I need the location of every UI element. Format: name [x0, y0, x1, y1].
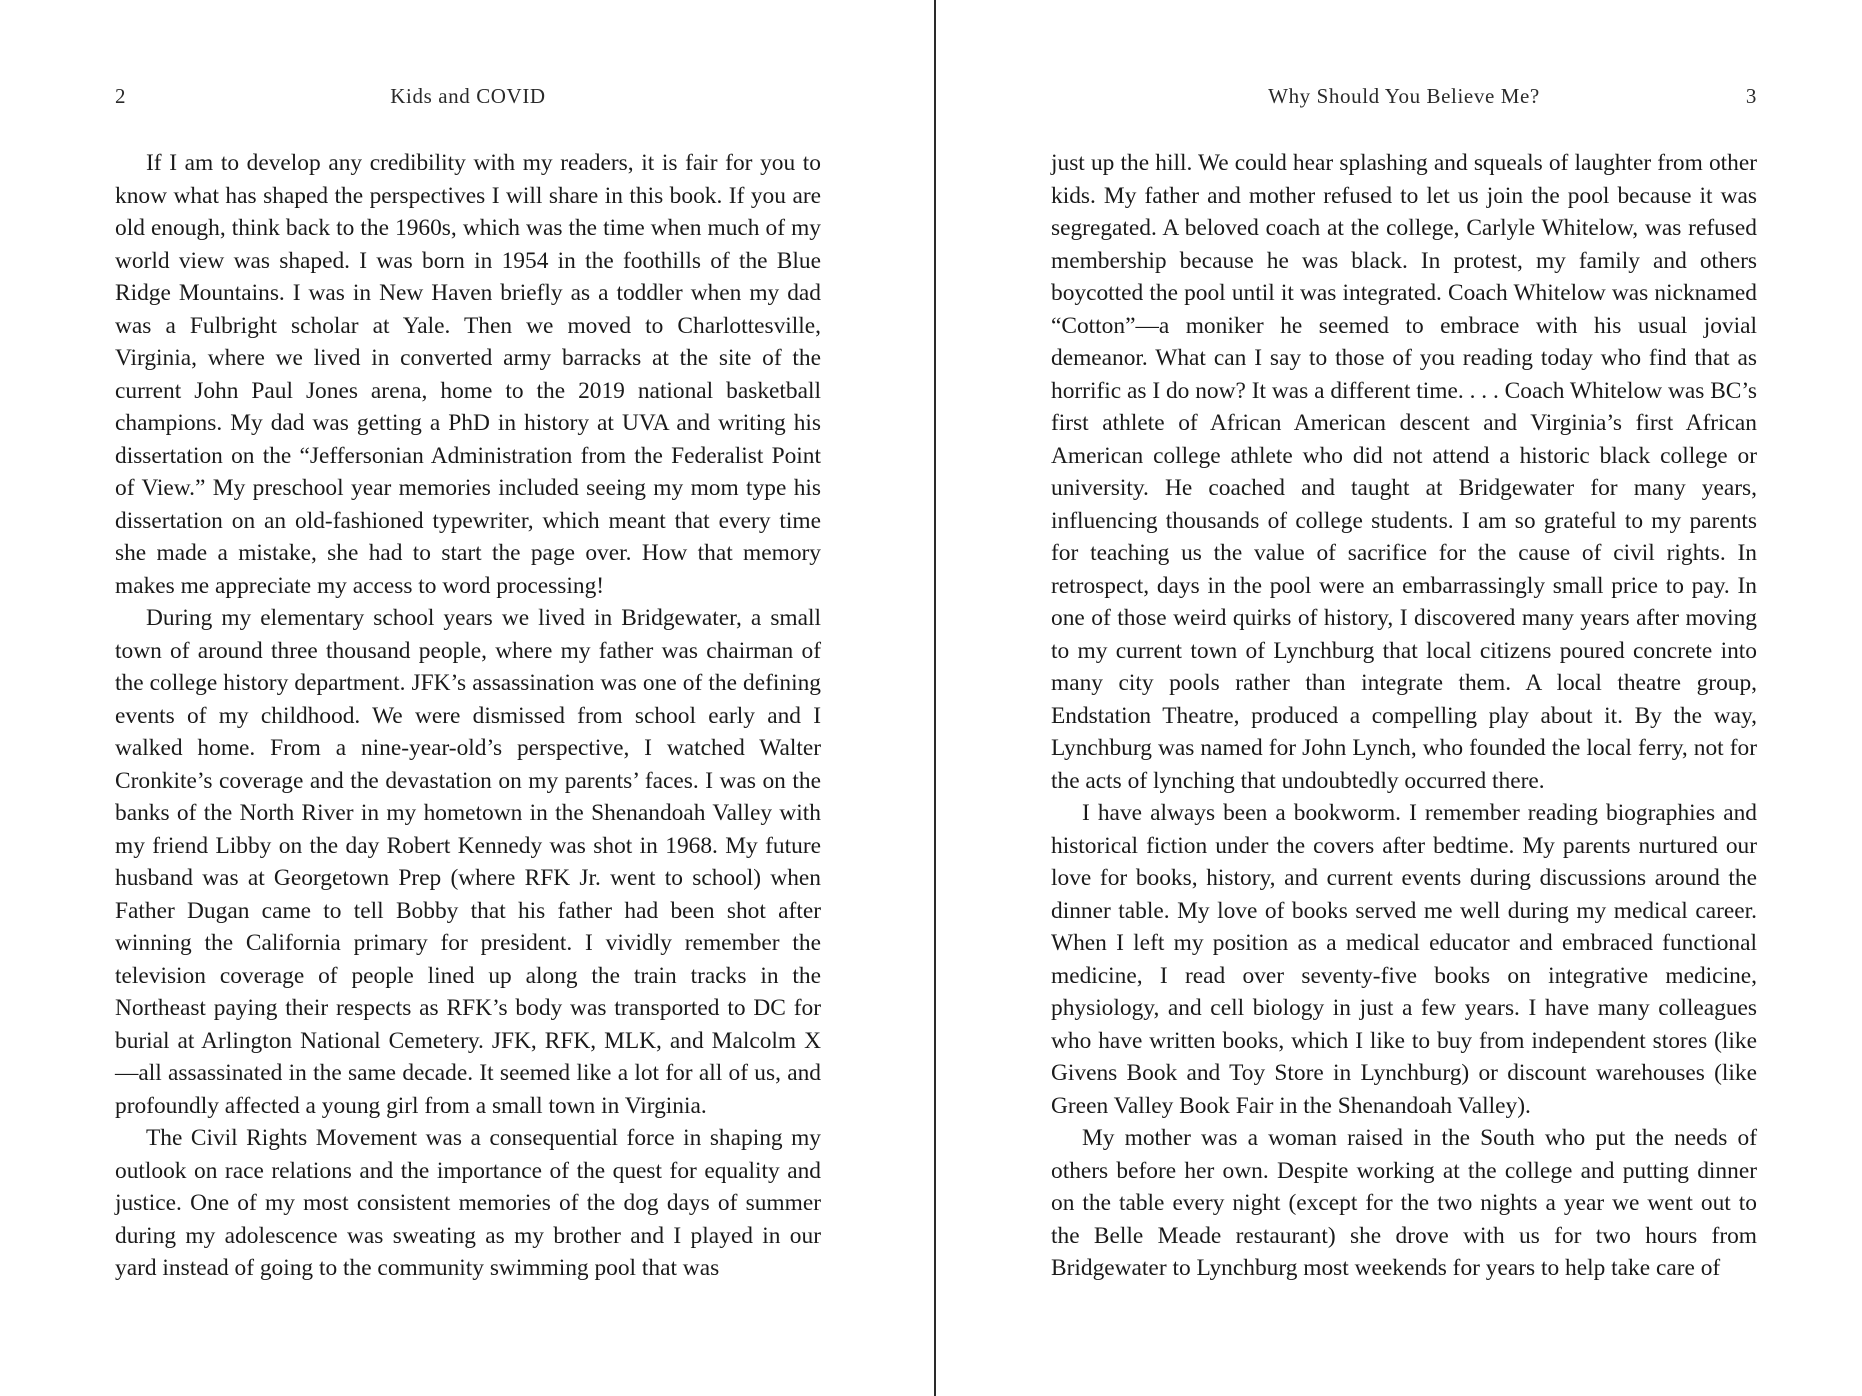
left-page-body: [115, 147, 821, 1285]
left-page: [115, 0, 821, 1396]
right-running-head-title: Why Should You Believe Me?: [1268, 84, 1540, 108]
paragraph: I have always been a bookworm. I remember reading biographies and historical fiction under the covers after bedtime. My parents nurtured our love for books, history, and current events during discussions around the dinner table. My love of books served me well during my medical career. When I left my position as a medical educator and embraced functional medicine, I read over seventy-five books on integrative medicine, physiology, and cell biology in just a few years. I have many colleagues who have written books, which I like to buy from independent stores (like Givens Book and Toy Store in Lynchburg) or discount warehouses (like Green Valley Book Fair in the Shenandoah Valley).: [1051, 800, 1757, 1119]
right-page: [1051, 0, 1757, 1396]
paragraph: The Civil Rights Movement was a consequential force in shaping my outlook on race relations and the importance of the quest for equality and justice. One of my most consistent memories of the dog days of summer during my adolescence was sweating as my brother and I played in our yard instead of going to the community swimming pool that was: [115, 1125, 821, 1281]
gutter-divider: [934, 0, 936, 1396]
left-running-head: [115, 84, 821, 114]
paragraph: During my elementary school years we lived in Bridgewater, a small town of around three thousand people, where my father was chairman of the college history department. JFK’s assassination was one of the defining events of my childhood. We were dismissed from school early and I walked home. From a nine-year-old’s perspective, I watched Walter Cronkite’s coverage and the devastation on my parents’ faces. I was on the banks of the North River in my hometown in the Shenandoah Valley with my friend Libby on the day Robert Kennedy was shot in 1968. My future husband was at Georgetown Prep (where RFK Jr. went to school) when Father Dugan came to tell Bobby that his father had been shot after winning the California primary for president. I vividly remember the television coverage of people lined up along the train tracks in the Northeast paying their respects as RFK’s body was transported to DC for burial at Arlington National Cemetery. JFK, RFK, MLK, and Malcolm X—all assassinated in the same decade. It seemed like a lot for all of us, and profoundly affected a young girl from a small town in Virginia.: [115, 605, 821, 1119]
right-page-number: 3: [1745, 84, 1757, 108]
paragraph: My mother was a woman raised in the South who put the needs of others before her own. Despite working at the college and putting dinner on the table every night (except for the two nights a year we went out to the Belle Meade restaurant) she drove with us for two hours from Bridgewater to Lynchburg most weekends for years to help take care of: [1051, 1125, 1757, 1281]
right-page-body: [1051, 147, 1757, 1285]
paragraph: just up the hill. We could hear splashing and squeals of laughter from other kids. My father and mother refused to let us join the pool because it was segregated. A beloved coach at the college, Carlyle Whitelow, was refused membership because he was black. In protest, my family and others boycotted the pool until it was integrated. Coach Whitelow was nicknamed “Cotton”—a moniker he seemed to embrace with his usual jovial demeanor. What can I say to those of you reading today who find that as horrific as I do now? It was a different time. . . . Coach Whitelow was BC’s first athlete of African American descent and Virginia’s first African American college athlete who did not attend a historic black college or university. He coached and taught at Bridgewater for many years, influencing thousands of college students. I am so grateful to my parents for teaching us the value of sacrifice for the cause of civil rights. In retrospect, days in the pool were an embarrassingly small price to pay. In one of those weird quirks of history, I discovered many years after moving to my current town of Lynchburg that local citizens poured concrete into many city pools rather than integrate them. A local theatre group, Endstation Theatre, produced a compelling play about it. By the way, Lynchburg was named for John Lynch, who founded the local ferry, not for the acts of lynching that undoubtedly occurred there.: [1051, 150, 1757, 794]
paragraph: If I am to develop any credibility with my readers, it is fair for you to know what has shaped the perspectives I will share in this book. If you are old enough, think back to the 1960s, which was the time when much of my world view was shaped. I was born in 1954 in the foothills of the Blue Ridge Mountains. I was in New Haven briefly as a toddler when my dad was a Fulbright scholar at Yale. Then we moved to Charlottesville, Virginia, where we lived in converted army barracks at the site of the current John Paul Jones arena, home to the 2019 national basketball champions. My dad was getting a PhD in history at UVA and writing his dissertation on the “Jeffersonian Administration from the Federalist Point of View.” My preschool year memories included seeing my mom type his dissertation on an old-fashioned typewriter, which meant that every time she made a mistake, she had to start the page over. How that memory makes me appreciate my access to word processing!: [115, 150, 821, 599]
right-running-head: [1051, 84, 1757, 114]
left-page-number: 2: [115, 84, 127, 108]
left-running-head-title: Kids and COVID: [390, 84, 546, 108]
